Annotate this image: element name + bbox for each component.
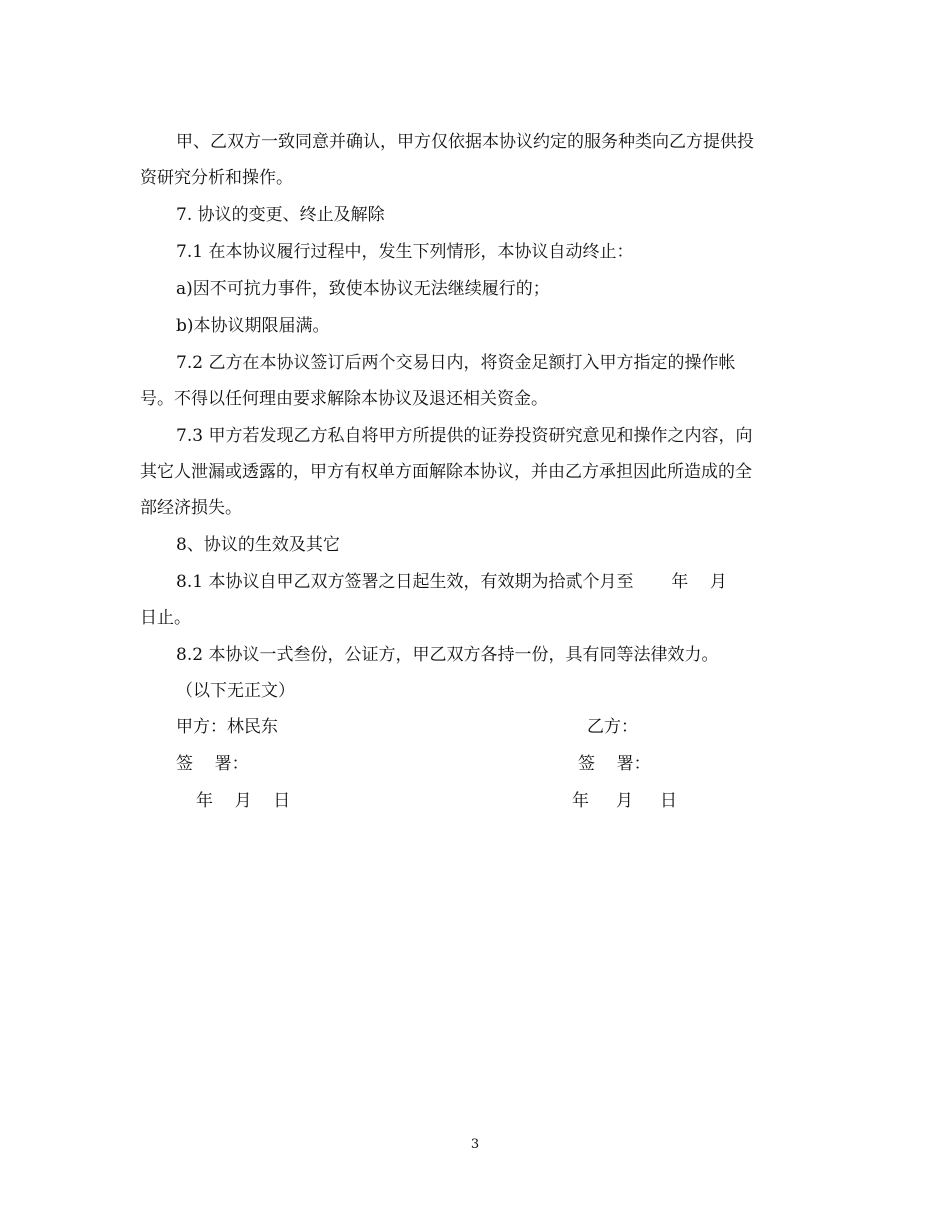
party-a-signature-label: 签 署： — [176, 754, 249, 774]
clause-8-1-line: 日止。 — [140, 608, 191, 628]
paragraph-line: 资研究分析和操作。 — [140, 168, 293, 188]
section-8-heading: 8、协议的生效及其它 — [176, 535, 340, 555]
clause-7-2-line: 7.2 乙方在本协议签订后两个交易日内，将资金足额打入甲方指定的操作帐 — [176, 353, 736, 373]
section-7-heading: 7. 协议的变更、终止及解除 — [176, 205, 385, 225]
clause-7-2-line: 号。不得以任何理由要求解除本协议及退还相关资金。 — [140, 389, 548, 409]
clause-8-2: 8.2 本协议一式叁份，公证方，甲乙双方各持一份，具有同等法律效力。 — [176, 645, 719, 665]
party-a-name: 甲方：林民东 — [176, 717, 278, 737]
clause-7-1: 7.1 在本协议履行过程中，发生下列情形，本协议自动终止： — [176, 242, 634, 262]
end-note: （以下无正文） — [176, 681, 295, 701]
clause-7-1-b: b)本协议期限届满。 — [176, 316, 330, 336]
party-b-name: 乙方： — [587, 717, 638, 737]
clause-7-1-a: a)因不可抗力事件，致使本协议无法继续履行的； — [176, 279, 550, 299]
clause-8-1-line: 8.1 本协议自甲乙双方签署之日起生效，有效期为拾贰个月至 年 月 — [176, 572, 727, 592]
clause-7-3-line: 7.3 甲方若发现乙方私自将甲方所提供的证券投资研究意见和操作之内容，向 — [176, 426, 753, 446]
party-b-date: 年 月 日 — [572, 791, 678, 811]
page-number: 3 — [470, 1137, 480, 1152]
paragraph-line: 甲、乙双方一致同意并确认，甲方仅依据本协议约定的服务种类向乙方提供投 — [176, 132, 754, 152]
party-a-date: 年 月 日 — [196, 791, 291, 811]
clause-7-3-line: 部经济损失。 — [140, 498, 242, 518]
party-b-signature-label: 签 署： — [578, 754, 651, 774]
clause-7-3-line: 其它人泄漏或透露的，甲方有权单方面解除本协议，并由乙方承担因此所造成的全 — [140, 462, 752, 482]
